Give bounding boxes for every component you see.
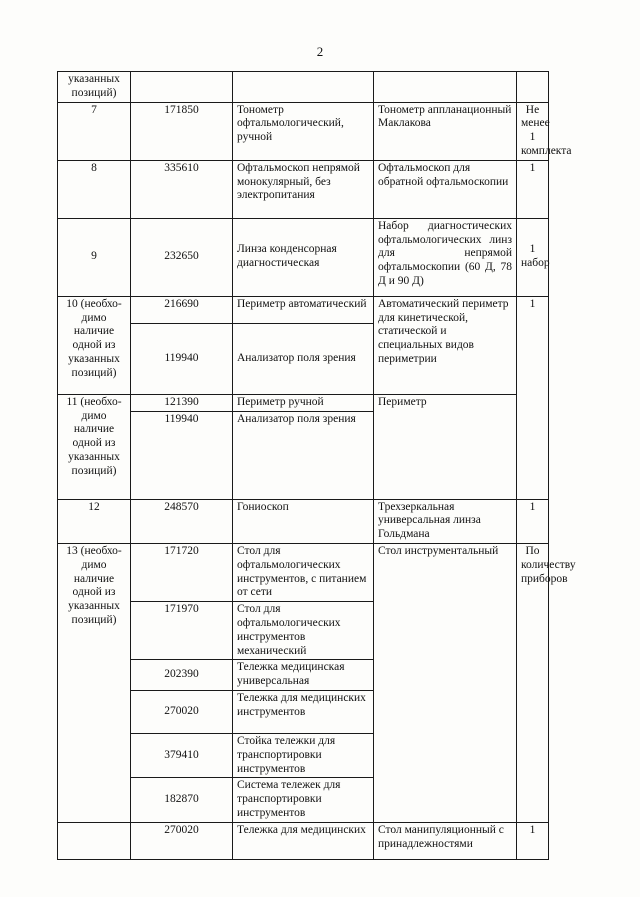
equivalent-cell: Набор диагностических офтальмологических линз для непрямой офтальмоскопии (60 Д, 78 Д и 90 Д)	[374, 218, 517, 296]
name-cell: Стойка тележки для транспортировки инструментов	[233, 733, 374, 777]
code-cell: 171970	[131, 602, 233, 660]
row-number-cell: указанных позиций)	[58, 72, 131, 103]
name-cell: Тележка медицинская универсальная	[233, 660, 374, 691]
code-cell: 182870	[131, 778, 233, 823]
name-cell: Стол для офтальмологических инструментов механический	[233, 602, 374, 660]
name-cell: Анализатор поля зрения	[233, 323, 374, 394]
table-row	[58, 823, 549, 860]
code-cell: 119940	[131, 411, 233, 499]
name-cell: Тележка для медицинских инструментов	[233, 690, 374, 733]
code-cell: 119940	[131, 323, 233, 394]
table-row	[58, 296, 549, 323]
quantity-cell: 1 набор	[517, 218, 549, 296]
name-cell: Периметр ручной	[233, 394, 374, 411]
code-cell: 270020	[131, 690, 233, 733]
quantity-cell: Не менее 1 комплекта	[517, 102, 549, 160]
table-row	[58, 218, 549, 296]
row-number-cell: 7	[58, 102, 131, 160]
equivalent-cell	[374, 72, 517, 103]
table-row	[58, 102, 549, 160]
row-number-cell: 10 (необхо-димо наличие одной из указанных позиций)	[58, 296, 131, 394]
code-cell: 270020	[131, 823, 233, 860]
table-row	[58, 543, 549, 601]
equivalent-cell: Стол инструментальный	[374, 543, 517, 822]
row-number-cell: 9	[58, 218, 131, 296]
name-cell: Офтальмоскоп непрямой монокулярный, без электропитания	[233, 160, 374, 218]
row-number-cell: 13 (необхо-димо наличие одной из указанных позиций)	[58, 543, 131, 822]
page-number: 2	[316, 44, 324, 59]
row-number-cell: 8	[58, 160, 131, 218]
name-cell	[233, 72, 374, 103]
row-number-cell	[58, 823, 131, 860]
equivalent-cell: Офтальмоскоп для обратной офтальмоскопии	[374, 160, 517, 218]
name-cell: Гониоскоп	[233, 499, 374, 543]
row-number-cell: 12	[58, 499, 131, 543]
code-cell: 202390	[131, 660, 233, 691]
code-cell: 171720	[131, 543, 233, 601]
code-cell: 121390	[131, 394, 233, 411]
name-cell: Тонометр офтальмологический, ручной	[233, 102, 374, 160]
quantity-cell: 1	[517, 160, 549, 218]
row-number-cell: 11 (необхо-димо наличие одной из указанных позиций)	[58, 394, 131, 499]
quantity-cell: 1	[517, 296, 549, 499]
quantity-cell: 1	[517, 499, 549, 543]
quantity-cell	[517, 72, 549, 103]
equivalent-cell: Автоматический периметр для кинетической, статической и специальных видов периметрии	[374, 296, 517, 394]
name-cell: Система тележек для транспортировки инструментов	[233, 778, 374, 823]
equivalent-cell: Стол манипуляционный с принадлежностями	[374, 823, 517, 860]
name-cell: Периметр автоматический	[233, 296, 374, 323]
equivalent-cell: Тонометр аппланационный Маклакова	[374, 102, 517, 160]
name-cell: Анализатор поля зрения	[233, 411, 374, 499]
table-row	[58, 394, 549, 411]
code-cell: 216690	[131, 296, 233, 323]
quantity-cell: По количеству приборов	[517, 543, 549, 822]
table-row	[58, 160, 549, 218]
equipment-table	[57, 71, 576, 860]
name-cell: Тележка для медицинских	[233, 823, 374, 860]
code-cell: 248570	[131, 499, 233, 543]
equivalent-cell: Трехзеркальная универсальная линза Гольдмана	[374, 499, 517, 543]
code-cell: 171850	[131, 102, 233, 160]
code-cell: 335610	[131, 160, 233, 218]
table-row	[58, 72, 549, 103]
code-cell: 232650	[131, 218, 233, 296]
code-cell: 379410	[131, 733, 233, 777]
quantity-cell: 1	[517, 823, 549, 860]
name-cell: Стол для офтальмологических инструментов, с питанием от сети	[233, 543, 374, 601]
table-row	[58, 499, 549, 543]
name-cell: Линза конденсорная диагностическая	[233, 218, 374, 296]
code-cell	[131, 72, 233, 103]
equivalent-cell: Периметр	[374, 394, 517, 499]
